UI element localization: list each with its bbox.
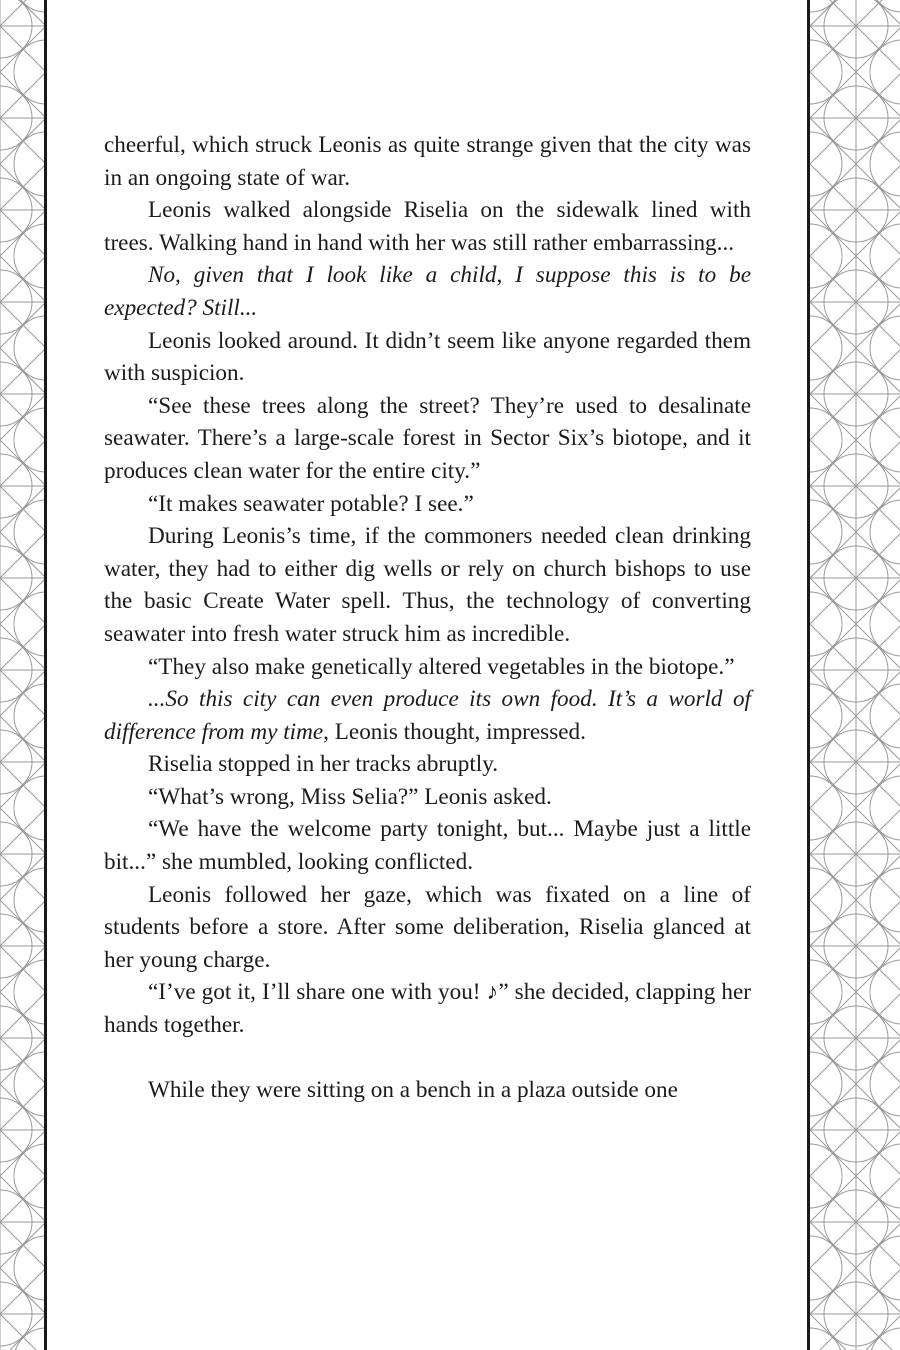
paragraph: cheerful, which struck Leonis as quite strange given that the city was in an ongoing state of war. [104, 132, 751, 191]
paragraph: “We have the welcome party tonight, but... Maybe just a little bit...” she mumbled, looking conflicted. [104, 816, 751, 876]
paragraph: “They also make genetically altered vegetables in the biotope.” [148, 653, 735, 680]
italic-thought: ...So this city can even produce its own food. It’s a world of difference from my time [104, 686, 751, 745]
paragraph: During Leonis’s time, if the commoners needed clean drinking water, they had to either dig wells or rely on church bishops to use the basic Create Water spell. Thus, the technology of converting seawater into fresh water struck him as incredible. [104, 523, 751, 647]
paragraph: While they were sitting on a bench in a plaza outside one [148, 1077, 678, 1104]
geometric-lattice-pattern-icon [810, 0, 900, 1350]
paragraph: Leonis walked alongside Riselia on the sidewalk lined with trees. Walking hand in hand with her was still rather embarrassing... [104, 197, 751, 256]
paragraph: Riselia stopped in her tracks abruptly. [148, 751, 499, 778]
right-border-pattern [810, 0, 900, 1350]
paragraph: “I’ve got it, I’ll share one with you! ♪” she decided, clapping her hands together. [104, 979, 751, 1039]
paragraph-tail: , Leonis thought, impressed. [323, 718, 586, 745]
paragraph: Leonis looked around. It didn’t seem like anyone regarded them with suspicion. [104, 327, 751, 387]
page-body-text [104, 129, 751, 1107]
paragraph [104, 683, 751, 748]
paragraph: “It makes seawater potable? I see.” [148, 490, 474, 517]
left-border-pattern [0, 0, 44, 1350]
paragraph [104, 259, 751, 324]
paragraph: “See these trees along the street? They’re used to desalinate seawater. There’s a large-scale forest in Sector Six’s biotope, and it produces clean water for the entire city.” [104, 392, 751, 484]
paragraph: Leonis followed her gaze, which was fixated on a line of students before a store. After some deliberation, Riselia glanced at her young charge. [104, 881, 751, 973]
book-page [47, 0, 807, 1350]
paragraph: “What’s wrong, Miss Selia?” Leonis asked. [148, 783, 552, 810]
italic-thought: No, given that I look like a child, I suppose this is to be expected? Still... [104, 262, 751, 321]
right-page-rule [807, 0, 810, 1350]
geometric-lattice-pattern-icon [0, 0, 44, 1350]
